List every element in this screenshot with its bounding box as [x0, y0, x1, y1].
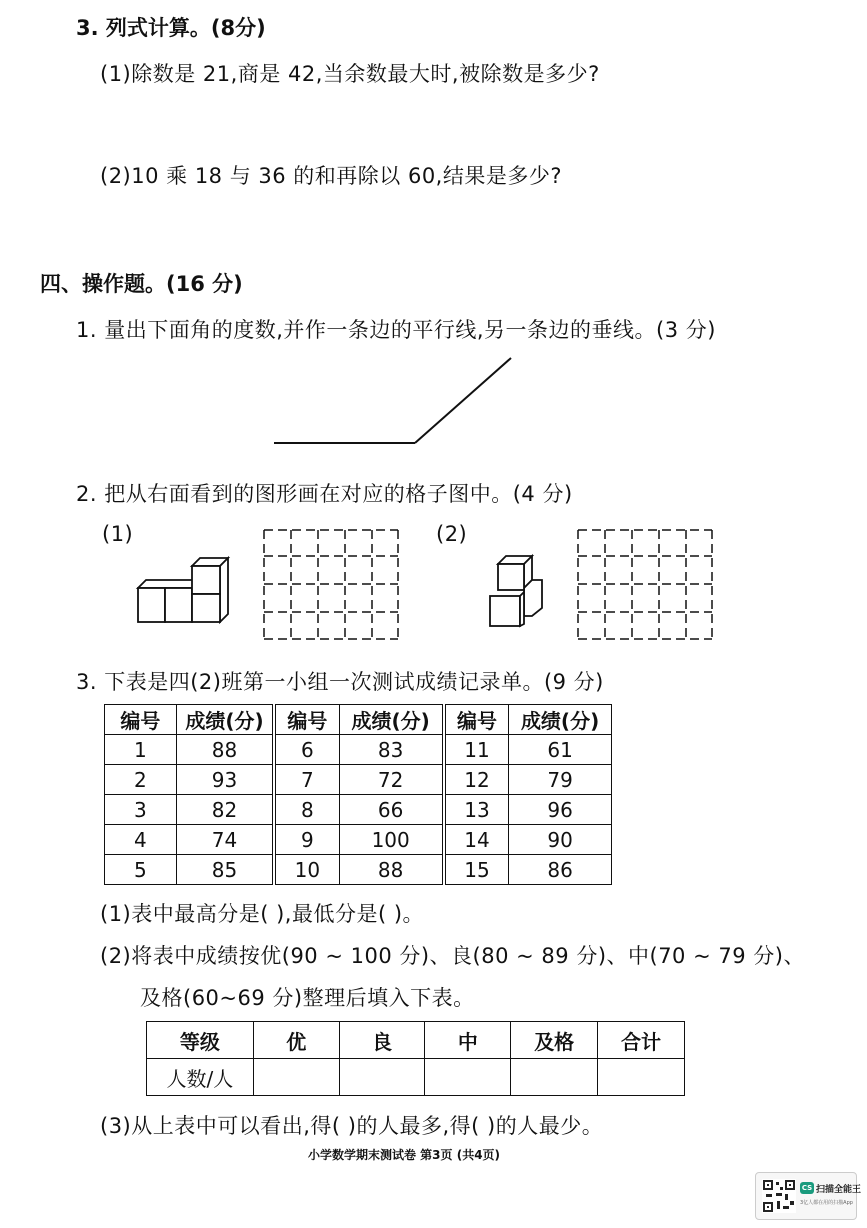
blank-cell[interactable] — [511, 1059, 598, 1096]
table-row — [105, 795, 612, 825]
table-cell: 88 — [339, 855, 444, 885]
section3-question-1: (1)除数是 21,商是 42,当余数最大时,被除数是多少? — [100, 62, 600, 86]
header-good: 良 — [339, 1022, 425, 1059]
table-cell: 88 — [176, 735, 274, 765]
section3-title: 3. 列式计算。(8分) — [76, 16, 266, 40]
table-row — [105, 825, 612, 855]
table-cell: 66 — [339, 795, 444, 825]
header-medium: 中 — [425, 1022, 511, 1059]
table-cell: 10 — [274, 855, 339, 885]
blank-cell[interactable] — [425, 1059, 511, 1096]
table-row — [105, 855, 612, 885]
scanner-badge — [755, 1172, 862, 1220]
table-cell: 7 — [274, 765, 339, 795]
section4-question-3: 3. 下表是四(2)班第一小组一次测试成绩记录单。(9 分) — [76, 670, 604, 694]
table-cell: 6 — [274, 735, 339, 765]
table-cell: 13 — [444, 795, 509, 825]
table-cell: 12 — [444, 765, 509, 795]
row-label-count: 人数/人 — [147, 1059, 254, 1096]
sub-question-3: (3)从上表中可以看出,得( )的人最多,得( )的人最少。 — [100, 1114, 604, 1138]
table-cell: 93 — [176, 765, 274, 795]
table-cell: 100 — [339, 825, 444, 855]
sub-question-2-line-1: (2)将表中成绩按优(90 ~ 100 分)、良(80 ~ 89 分)、中(70 ~ 79 分)、 — [100, 944, 805, 968]
header-score: 成绩(分) — [176, 705, 274, 735]
table-cell: 15 — [444, 855, 509, 885]
sub-question-1: (1)表中最高分是( ),最低分是( )。 — [100, 902, 425, 926]
section3-question-2: (2)10 乘 18 与 36 的和再除以 60,结果是多少? — [100, 164, 563, 188]
sub-question-2-line-2: 及格(60~69 分)整理后填入下表。 — [140, 986, 475, 1010]
header-excellent: 优 — [253, 1022, 339, 1059]
blank-cell[interactable] — [598, 1059, 685, 1096]
angle-slant-line — [415, 358, 511, 443]
badge-subtitle: 3亿人都在用的扫描App — [800, 1200, 853, 1206]
figure-label-2: (2) — [436, 522, 468, 546]
section4-title: 四、操作题。(16 分) — [40, 272, 243, 296]
table-cell: 72 — [339, 765, 444, 795]
cube-figure-1 — [132, 548, 236, 624]
header-score: 成绩(分) — [339, 705, 444, 735]
table-cell: 8 — [274, 795, 339, 825]
grade-table-header — [147, 1022, 685, 1059]
cube-figure-2 — [486, 552, 546, 632]
blank-cell[interactable] — [339, 1059, 425, 1096]
angle-figure — [260, 350, 530, 460]
table-row — [105, 765, 612, 795]
table-row — [147, 1059, 685, 1096]
section4-question-2: 2. 把从右面看到的图形画在对应的格子图中。(4 分) — [76, 482, 573, 506]
table-cell: 86 — [509, 855, 612, 885]
figure-label-1: (1) — [102, 522, 134, 546]
table-cell: 82 — [176, 795, 274, 825]
table-cell: 61 — [509, 735, 612, 765]
section4-question-1: 1. 量出下面角的度数,并作一条边的平行线,另一条边的垂线。(3 分) — [76, 318, 716, 342]
table-cell: 79 — [509, 765, 612, 795]
page-footer: 小学数学期末测试卷 第3页 (共4页) — [308, 1148, 501, 1162]
table-row — [105, 735, 612, 765]
header-pass: 及格 — [511, 1022, 598, 1059]
table-cell: 90 — [509, 825, 612, 855]
table-cell: 2 — [105, 765, 177, 795]
badge-title: 扫描全能王 — [816, 1185, 862, 1195]
qr-code-icon — [762, 1179, 796, 1213]
table-cell: 5 — [105, 855, 177, 885]
grade-table — [146, 1021, 685, 1096]
table-cell: 85 — [176, 855, 274, 885]
score-table — [104, 704, 612, 885]
blank-cell[interactable] — [253, 1059, 339, 1096]
app-logo-icon: CS — [801, 1184, 813, 1192]
table-cell: 14 — [444, 825, 509, 855]
header-score: 成绩(分) — [509, 705, 612, 735]
table-cell: 1 — [105, 735, 177, 765]
header-total: 合计 — [598, 1022, 685, 1059]
header-id: 编号 — [274, 705, 339, 735]
table-cell: 3 — [105, 795, 177, 825]
grid-2 — [576, 528, 716, 642]
table-cell: 9 — [274, 825, 339, 855]
header-id: 编号 — [444, 705, 509, 735]
grid-1 — [262, 528, 402, 642]
table-cell: 83 — [339, 735, 444, 765]
table-cell: 11 — [444, 735, 509, 765]
table-cell: 4 — [105, 825, 177, 855]
header-grade: 等级 — [147, 1022, 254, 1059]
header-id: 编号 — [105, 705, 177, 735]
score-table-header — [105, 705, 612, 735]
table-cell: 74 — [176, 825, 274, 855]
table-cell: 96 — [509, 795, 612, 825]
